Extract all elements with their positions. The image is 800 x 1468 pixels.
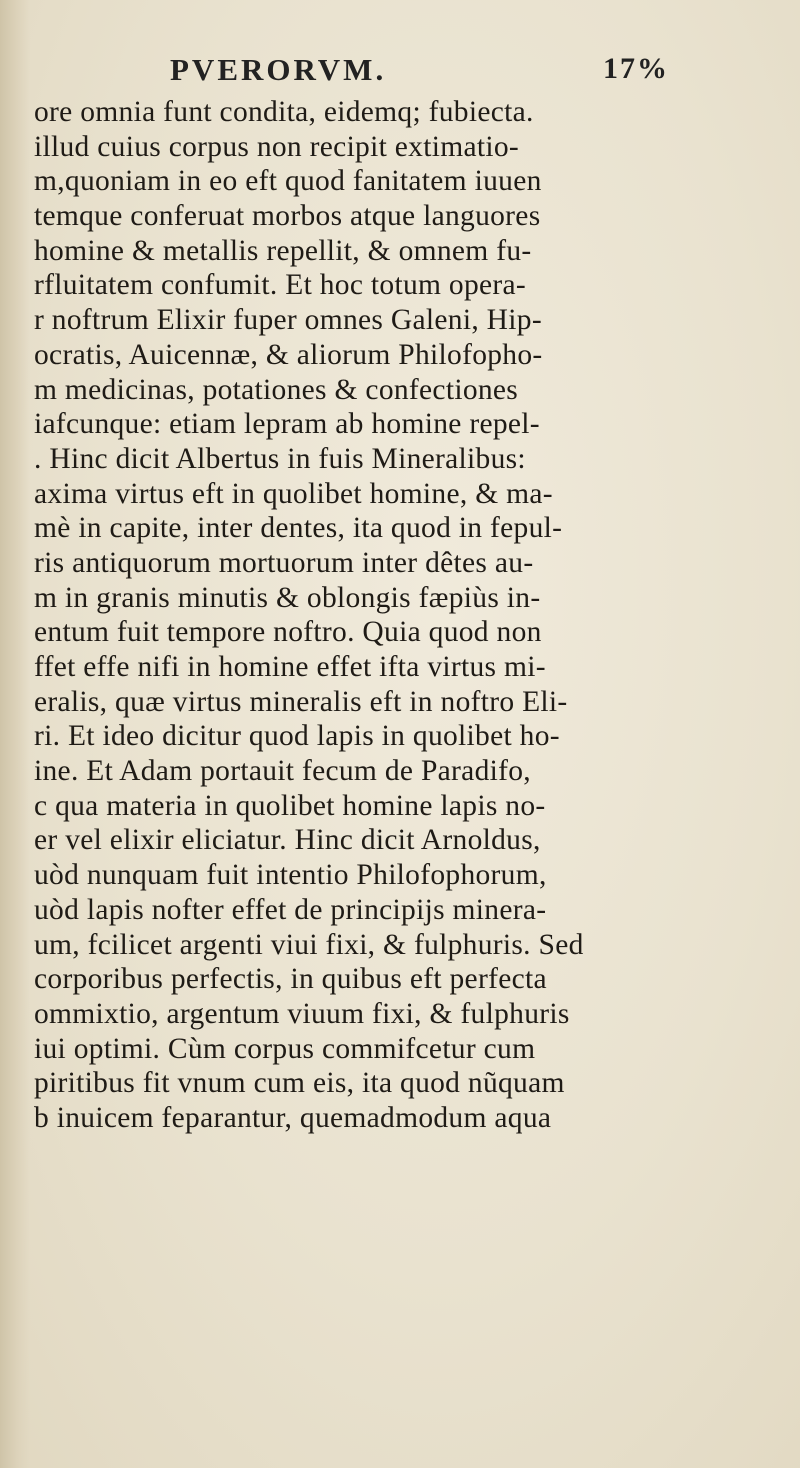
line-text: iafcunque: etiam lepram ab homine repel- [34,408,540,441]
line-text: m in granis minutis & oblongis fæpiùs in- [34,581,541,614]
text-line [0,1102,800,1137]
body-text [0,96,800,1137]
line-text: temque conferuat morbos atque languores [34,200,541,233]
gutter-shadow [0,1108,28,1130]
gutter-shadow [0,518,28,540]
gutter-shadow [0,1073,28,1095]
gutter-shadow [0,692,28,714]
gutter-shadow [0,137,28,159]
line-text: ore omnia funt condita, eidemq; fubiecta. [34,96,534,128]
gutter-shadow [0,726,28,748]
line-text: ocratis, Auicennæ, & aliorum Philofopho- [34,338,543,371]
page-number: 17% [603,52,669,85]
gutter-shadow [0,622,28,644]
text-line [0,547,800,582]
line-text: b inuicem feparantur, quemadmodum aqua [34,1101,552,1134]
text-line [0,165,800,200]
gutter-shadow [0,935,28,957]
line-text: r noftrum Elixir fuper omnes Galeni, Hip- [34,304,542,337]
line-text: ommixtio, argentum viuum fixi, & fulphuris [34,997,570,1030]
text-line [0,582,800,617]
gutter-shadow [0,761,28,783]
line-text: um, fcilicet argenti viui fixi, & fulphuris. Sed [34,928,584,961]
text-line [0,478,800,513]
text-line [0,339,800,374]
line-text: ris antiquorum mortuorum inter dêtes au- [34,546,534,579]
gutter-shadow [0,969,28,991]
line-text: illud cuius corpus non recipit extimatio- [34,130,520,163]
line-text: uòd lapis nofter effet de principijs minera- [34,893,547,926]
gutter-shadow [0,380,28,402]
gutter-shadow [0,1039,28,1061]
line-text: . Hinc dicit Albertus in fuis Mineralibus: [34,442,526,475]
text-line [0,1067,800,1102]
line-text: ine. Et Adam portauit fecum de Paradifo, [34,755,531,788]
line-text: mè in capite, inter dentes, ita quod in fepul- [34,512,563,545]
text-line [0,616,800,651]
gutter-shadow [0,796,28,818]
gutter-shadow [0,310,28,332]
line-text: ri. Et ideo dicitur quod lapis in quolibet ho- [34,720,560,753]
gutter-shadow [0,345,28,367]
line-text: piritibus fit vnum cum eis, ita quod nũquam [34,1067,565,1100]
text-line [0,755,800,790]
text-line [0,200,800,235]
gutter-shadow [0,171,28,193]
line-text: m,quoniam in eo eft quod fanitatem iuuen [34,165,542,198]
text-line [0,720,800,755]
line-text: entum fuit tempore noftro. Quia quod non [34,616,542,649]
line-text: iui optimi. Cùm corpus commifcetur cum [34,1032,536,1065]
text-line [0,963,800,998]
text-line [0,408,800,443]
line-text: uòd nunquam fuit intentio Philofophorum, [34,859,547,892]
gutter-shadow [0,275,28,297]
gutter-shadow [0,830,28,852]
gutter-shadow [0,414,28,436]
text-line [0,998,800,1033]
text-line [0,235,800,270]
text-line [0,859,800,894]
line-text: homine & metallis repellit, & omnem fu- [34,234,532,267]
text-line [0,929,800,964]
text-line [0,96,800,131]
line-text: axima virtus eft in quolibet homine, & ma- [34,477,553,510]
page-header [0,52,800,92]
text-line [0,304,800,339]
line-text: eralis, quæ virtus mineralis eft in noftro Eli- [34,685,568,718]
gutter-shadow [0,588,28,610]
gutter-shadow [0,102,28,124]
line-text: c qua materia in quolibet homine lapis no- [34,789,546,822]
text-line [0,269,800,304]
gutter-shadow [0,484,28,506]
running-title: PVERORVM. [170,52,387,87]
text-line [0,1033,800,1068]
text-line [0,824,800,859]
line-text: rfluitatem confumit. Et hoc totum opera- [34,269,527,302]
line-text: m medicinas, potationes & confectiones [34,373,519,406]
text-line [0,131,800,166]
text-line [0,651,800,686]
gutter-shadow [0,900,28,922]
gutter-shadow [0,1004,28,1026]
gutter-shadow [0,241,28,263]
gutter-shadow [0,449,28,471]
text-line [0,790,800,825]
text-line [0,894,800,929]
line-text: corporibus perfectis, in quibus eft perfecta [34,963,547,996]
line-text: ffet effe nifi in homine effet ifta virtus mi- [34,651,546,683]
text-line [0,443,800,478]
text-line [0,512,800,547]
text-line [0,374,800,409]
gutter-shadow [0,553,28,575]
gutter-shadow [0,657,28,679]
gutter-shadow [0,865,28,887]
line-text: er vel elixir eliciatur. Hinc dicit Arnoldus, [34,824,541,857]
text-line [0,686,800,721]
gutter-shadow [0,206,28,228]
